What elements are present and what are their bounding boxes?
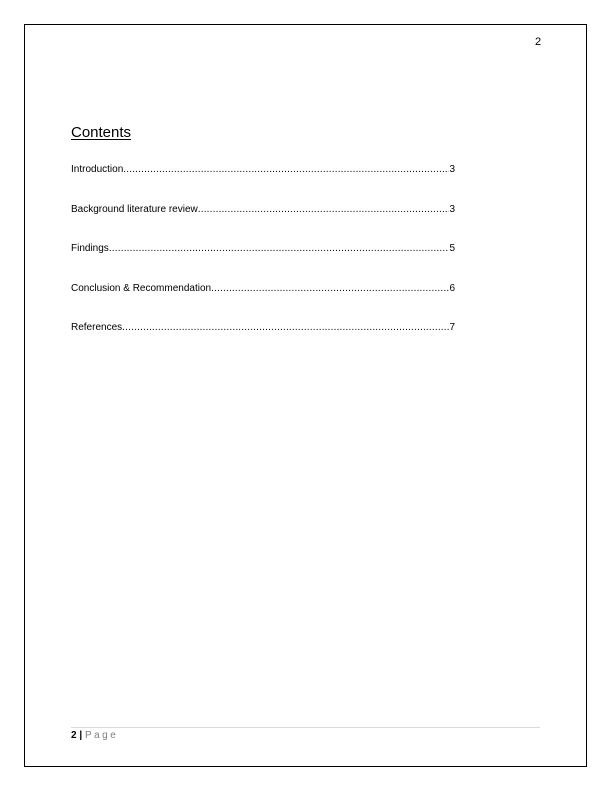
toc-dot-leader: [211, 282, 449, 295]
footer-divider: [71, 727, 540, 728]
table-of-contents: [71, 163, 455, 361]
contents-heading: Contents: [71, 124, 132, 141]
page-footer: [71, 729, 118, 743]
toc-entry-title: Background literature review: [71, 203, 198, 215]
toc-entry-page: 6: [449, 282, 455, 294]
footer-separator: |: [79, 730, 83, 741]
toc-dot-leader: [123, 163, 449, 176]
toc-dot-leader: [109, 242, 450, 255]
toc-entry-title: Conclusion & Recommendation: [71, 282, 212, 294]
footer-page-number: 2: [71, 730, 77, 741]
header-page-number: 2: [534, 36, 542, 48]
toc-entry-background-literature-review[interactable]: [71, 203, 455, 216]
toc-entry-page: 3: [449, 164, 455, 175]
toc-entry-introduction[interactable]: [71, 163, 455, 176]
toc-entry-page: 7: [449, 322, 455, 333]
toc-entry-title: Introduction: [71, 164, 124, 175]
toc-entry-findings[interactable]: [71, 242, 455, 255]
toc-entry-title: References: [71, 322, 123, 333]
toc-dot-leader: [198, 203, 450, 216]
toc-entry-title: Findings: [71, 243, 109, 254]
footer-page-word: Page: [84, 730, 119, 741]
toc-entry-references[interactable]: [71, 321, 455, 334]
toc-entry-conclusion-recommendation[interactable]: [71, 282, 455, 295]
toc-entry-page: 5: [449, 243, 455, 254]
toc-entry-page: 3: [449, 203, 455, 215]
toc-dot-leader: [122, 321, 449, 334]
